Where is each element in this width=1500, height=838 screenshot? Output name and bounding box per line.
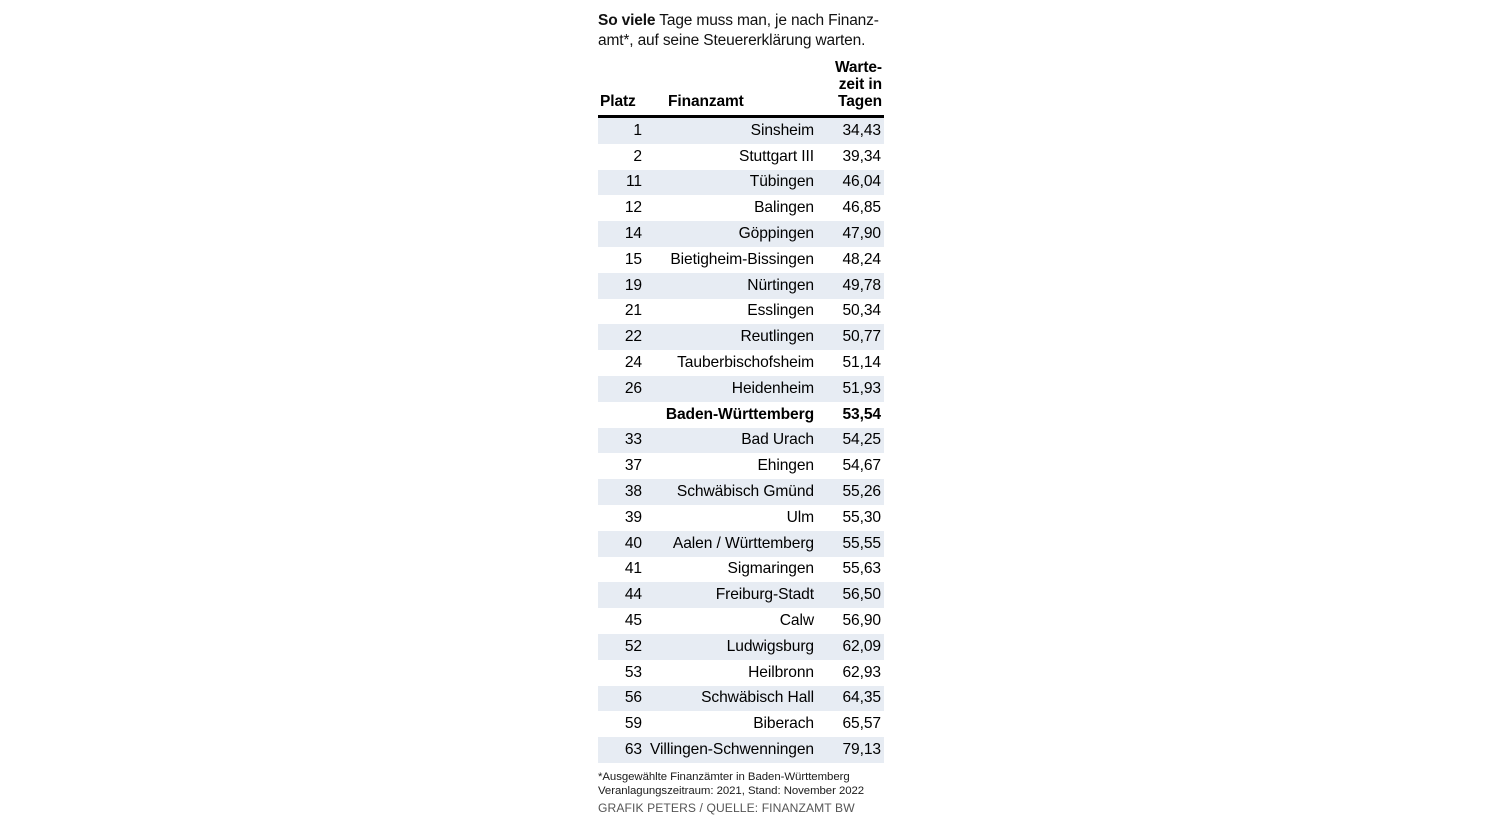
cell-platz: [598, 402, 646, 428]
table-row: [598, 247, 884, 273]
table-header: [598, 59, 884, 118]
table-row: [598, 737, 884, 763]
cell-wartezeit: 48,24: [820, 247, 884, 273]
cell-platz: 21: [598, 299, 646, 325]
infographic-container: [598, 0, 884, 838]
table-row: [598, 299, 884, 325]
cell-wartezeit: 53,54: [820, 402, 884, 428]
table-row: [598, 608, 884, 634]
table-row: [598, 324, 884, 350]
cell-platz: 1: [598, 118, 646, 144]
cell-finanzamt: Bad Urach: [646, 428, 820, 454]
table-header-row: [598, 59, 884, 115]
cell-finanzamt: Ulm: [646, 505, 820, 531]
table-row: [598, 479, 884, 505]
table-row: [598, 350, 884, 376]
cell-platz: 22: [598, 324, 646, 350]
cell-finanzamt: Heilbronn: [646, 660, 820, 686]
cell-finanzamt: Balingen: [646, 195, 820, 221]
cell-wartezeit: 64,35: [820, 686, 884, 712]
cell-finanzamt: Heidenheim: [646, 376, 820, 402]
cell-finanzamt: Tauberbischofsheim: [646, 350, 820, 376]
cell-wartezeit: 46,04: [820, 170, 884, 196]
cell-wartezeit: 39,34: [820, 144, 884, 170]
cell-platz: 41: [598, 557, 646, 583]
cell-finanzamt: Schwäbisch Gmünd: [646, 479, 820, 505]
cell-wartezeit: 55,30: [820, 505, 884, 531]
table-row: [598, 144, 884, 170]
table-row: [598, 505, 884, 531]
headline-rest: Tage muss man, je nach Finanz-amt*, auf seine Steuererklärung warten.: [598, 12, 879, 49]
headline-lead: So viele: [598, 12, 656, 29]
cell-wartezeit: 47,90: [820, 221, 884, 247]
cell-finanzamt: Göppingen: [646, 221, 820, 247]
headline: [598, 0, 884, 50]
cell-finanzamt: Stuttgart III: [646, 144, 820, 170]
table-row: [598, 660, 884, 686]
cell-finanzamt: Bietigheim-Bissingen: [646, 247, 820, 273]
table-row: [598, 195, 884, 221]
cell-platz: 12: [598, 195, 646, 221]
cell-platz: 56: [598, 686, 646, 712]
cell-wartezeit: 55,26: [820, 479, 884, 505]
cell-wartezeit: 62,93: [820, 660, 884, 686]
cell-finanzamt: Esslingen: [646, 299, 820, 325]
footnote-line-2: Veranlagungszeitraum: 2021, Stand: November 2022: [598, 785, 865, 798]
wartezeit-table: [598, 59, 884, 763]
cell-platz: 33: [598, 428, 646, 454]
table-row: [598, 273, 884, 299]
table-row: [598, 634, 884, 660]
table-row: [598, 376, 884, 402]
cell-finanzamt: Tübingen: [646, 170, 820, 196]
column-header-finanzamt: Finanzamt: [668, 93, 744, 110]
cell-platz: 19: [598, 273, 646, 299]
cell-platz: 63: [598, 737, 646, 763]
cell-finanzamt: Biberach: [646, 711, 820, 737]
cell-platz: 2: [598, 144, 646, 170]
cell-wartezeit: 55,63: [820, 557, 884, 583]
cell-wartezeit: 56,90: [820, 608, 884, 634]
cell-platz: 45: [598, 608, 646, 634]
cell-wartezeit: 55,55: [820, 531, 884, 557]
cell-wartezeit: 51,14: [820, 350, 884, 376]
cell-wartezeit: 34,43: [820, 118, 884, 144]
table-row: [598, 531, 884, 557]
footnotes: [598, 770, 884, 798]
cell-platz: 37: [598, 453, 646, 479]
cell-wartezeit: 49,78: [820, 273, 884, 299]
cell-platz: 52: [598, 634, 646, 660]
cell-finanzamt: Nürtingen: [646, 273, 820, 299]
credit-line: GRAFIK PETERS / QUELLE: FINANZAMT BW: [598, 801, 855, 816]
cell-finanzamt: Ehingen: [646, 453, 820, 479]
cell-finanzamt: Calw: [646, 608, 820, 634]
cell-platz: 24: [598, 350, 646, 376]
cell-platz: 44: [598, 582, 646, 608]
table-row: [598, 428, 884, 454]
cell-finanzamt: Schwäbisch Hall: [646, 686, 820, 712]
cell-wartezeit: 54,25: [820, 428, 884, 454]
cell-wartezeit: 50,34: [820, 299, 884, 325]
table-row: [598, 686, 884, 712]
cell-wartezeit: 50,77: [820, 324, 884, 350]
table-row: [598, 170, 884, 196]
table-row: [598, 453, 884, 479]
cell-finanzamt: Aalen / Württemberg: [646, 531, 820, 557]
column-header-wartezeit: Warte-zeit in Tagen: [834, 59, 882, 110]
cell-platz: 38: [598, 479, 646, 505]
cell-platz: 11: [598, 170, 646, 196]
table-row: [598, 221, 884, 247]
table-row-total: [598, 402, 884, 428]
cell-platz: 39: [598, 505, 646, 531]
cell-wartezeit: 54,67: [820, 453, 884, 479]
cell-wartezeit: 46,85: [820, 195, 884, 221]
cell-finanzamt: Reutlingen: [646, 324, 820, 350]
cell-platz: 14: [598, 221, 646, 247]
cell-finanzamt: Ludwigsburg: [646, 634, 820, 660]
cell-platz: 15: [598, 247, 646, 273]
footnote-line-1: *Ausgewählte Finanzämter in Baden-Württemberg: [598, 770, 850, 783]
cell-wartezeit: 65,57: [820, 711, 884, 737]
cell-platz: 59: [598, 711, 646, 737]
table-row: [598, 557, 884, 583]
table-row: [598, 711, 884, 737]
cell-wartezeit: 62,09: [820, 634, 884, 660]
column-header-platz: Platz: [600, 93, 636, 110]
cell-finanzamt: Villingen-Schwenningen: [646, 737, 820, 763]
cell-wartezeit: 56,50: [820, 582, 884, 608]
cell-platz: 26: [598, 376, 646, 402]
cell-platz: 40: [598, 531, 646, 557]
cell-wartezeit: 51,93: [820, 376, 884, 402]
cell-platz: 53: [598, 660, 646, 686]
table-row: [598, 118, 884, 144]
table-body: [598, 118, 884, 763]
cell-finanzamt: Sigmaringen: [646, 557, 820, 583]
cell-finanzamt: Baden-Württemberg: [646, 402, 820, 428]
cell-wartezeit: 79,13: [820, 737, 884, 763]
cell-finanzamt: Sinsheim: [646, 118, 820, 144]
table-row: [598, 582, 884, 608]
cell-finanzamt: Freiburg-Stadt: [646, 582, 820, 608]
